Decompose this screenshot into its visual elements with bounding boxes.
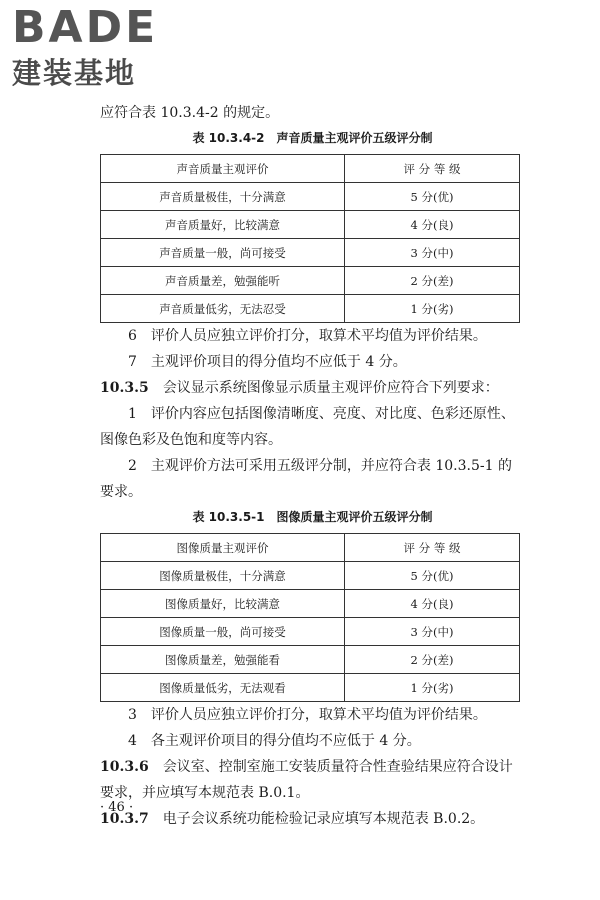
table-cell: 图像质量一般，尚可接受 — [101, 618, 345, 646]
table-header-row — [101, 155, 520, 183]
table-cell: 4 分(良) — [345, 590, 520, 618]
table-cell: 图像质量极佳，十分满意 — [101, 562, 345, 590]
table-row — [101, 211, 520, 239]
table-cell: 图像质量差，勉强能看 — [101, 646, 345, 674]
table-header-cell: 评 分 等 级 — [345, 155, 520, 183]
section-text: 会议显示系统图像显示质量主观评价应符合下列要求： — [148, 380, 499, 396]
section-number: 10.3.6 — [100, 759, 149, 775]
table-row — [101, 674, 520, 702]
table-row — [101, 239, 520, 267]
section-text: 会议室、控制室施工安装质量符合性查验结果应符合设计要求，并应填写本规范表 B.0.1。 — [100, 759, 513, 801]
section-number: 10.3.5 — [100, 380, 149, 396]
page-number: · 46 · — [100, 800, 134, 815]
table-cell: 1 分(劣) — [345, 295, 520, 323]
clause-item: 1 评价内容应包括图像清晰度、亮度、对比度、色彩还原性、图像色彩及色饱和度等内容。 — [100, 406, 515, 448]
table-cell: 5 分(优) — [345, 562, 520, 590]
table-cell: 声音质量好，比较满意 — [101, 211, 345, 239]
table-cell: 图像质量低劣，无法观看 — [101, 674, 345, 702]
table-row — [101, 618, 520, 646]
table-row — [101, 590, 520, 618]
logo-bade-text: BADE — [12, 2, 159, 53]
clause-item: 4 各主观评价项目的得分值均不应低于 4 分。 — [128, 733, 421, 749]
clause-item: 6 评价人员应独立评价打分，取算术平均值为评价结果。 — [128, 328, 487, 344]
image-quality-table — [100, 533, 520, 702]
clause-item: 7 主观评价项目的得分值均不应低于 4 分。 — [128, 354, 407, 370]
logo-subtitle: 建装基地 — [12, 56, 137, 90]
table-cell: 3 分(中) — [345, 239, 520, 267]
table-cell: 声音质量低劣，无法忍受 — [101, 295, 345, 323]
table-cell: 1 分(劣) — [345, 674, 520, 702]
table-header-row — [101, 534, 520, 562]
table-header-cell: 图像质量主观评价 — [101, 534, 345, 562]
table-row — [101, 267, 520, 295]
table-cell: 4 分(良) — [345, 211, 520, 239]
section-10-3-7 — [100, 806, 525, 832]
table-cell: 2 分(差) — [345, 267, 520, 295]
sound-quality-table — [100, 154, 520, 323]
table-cell: 声音质量一般，尚可接受 — [101, 239, 345, 267]
table1-caption: 表 10.3.4-2 声音质量主观评价五级评分制 — [192, 131, 433, 145]
table-row — [101, 646, 520, 674]
clause-item: 3 评价人员应独立评价打分，取算术平均值为评价结果。 — [128, 707, 487, 723]
table-cell: 2 分(差) — [345, 646, 520, 674]
table-header-cell: 评 分 等 级 — [345, 534, 520, 562]
section-10-3-6 — [100, 754, 525, 806]
table-cell: 3 分(中) — [345, 618, 520, 646]
table-row — [101, 183, 520, 211]
table-cell: 声音质量极佳，十分满意 — [101, 183, 345, 211]
table-header-cell: 声音质量主观评价 — [101, 155, 345, 183]
table-cell: 图像质量好，比较满意 — [101, 590, 345, 618]
table-cell: 声音质量差，勉强能听 — [101, 267, 345, 295]
table-row — [101, 562, 520, 590]
table-cell: 5 分(优) — [345, 183, 520, 211]
document-body — [100, 100, 525, 832]
table-row — [101, 295, 520, 323]
section-text: 电子会议系统功能检验记录应填写本规范表 B.0.2。 — [148, 811, 485, 827]
table2-caption: 表 10.3.5-1 图像质量主观评价五级评分制 — [192, 510, 433, 524]
section-10-3-5 — [100, 375, 525, 401]
intro-text: 应符合表 10.3.4-2 的规定。 — [100, 105, 280, 121]
brand-logo — [12, 2, 182, 96]
section-number: 10.3.7 — [100, 811, 149, 827]
clause-item: 2 主观评价方法可采用五级评分制，并应符合表 10.3.5-1 的要求。 — [100, 458, 512, 500]
